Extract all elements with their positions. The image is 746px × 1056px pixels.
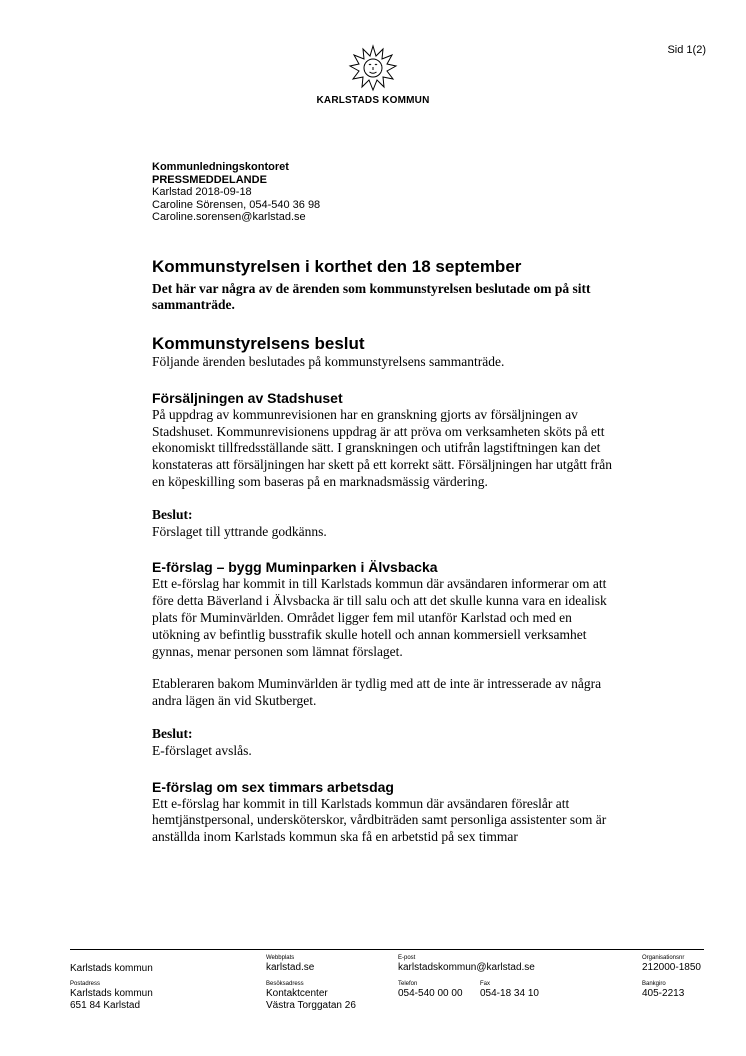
footer-bankgiro: 405-2213 [642, 988, 685, 999]
footer-postal-line-2: 651 84 Karlstad [70, 1000, 141, 1011]
decision-label: Beslut: [152, 725, 193, 741]
footer-email: karlstadskommun@karlstad.se [398, 962, 535, 973]
footer-phone: 054-540 00 00 [398, 988, 463, 999]
footer-fax: 054-18 34 10 [480, 988, 539, 999]
page-number: Sid 1(2) [667, 44, 706, 56]
footer-divider [70, 949, 704, 950]
footer-org-number-label: Organisationsnr [642, 955, 685, 961]
footer-web: karlstad.se [266, 962, 315, 973]
contact-email: Caroline.sorensen@karlstad.se [152, 211, 306, 223]
item-heading: Försäljningen av Stadshuset [152, 389, 343, 406]
municipality-logo [0, 44, 746, 106]
footer-email-label: E-post [398, 955, 416, 961]
date-line: Karlstad 2018-09-18 [152, 186, 252, 198]
page-title: Kommunstyrelsen i korthet den 18 september [152, 257, 522, 276]
lead-paragraph: Det här var några av de ärenden som kommunstyrelsen beslutade om på sitt sammanträde. [152, 281, 591, 312]
item-heading: E-förslag om sex timmars arbetsdag [152, 778, 394, 795]
footer-visit-label: Besöksadress [266, 981, 304, 987]
section-intro: Följande ärenden beslutades på kommunstyrelsens sammanträde. [152, 354, 505, 369]
item-paragraph: Etableraren bakom Muminvärlden är tydlig med att de inte är intresserade av några andra lägen än vid Skutberget. [152, 676, 602, 709]
decision-text: E-förslaget avslås. [152, 742, 252, 758]
footer-visit-line-1: Kontaktcenter [266, 988, 328, 999]
main-content [152, 255, 622, 846]
contact-line: Caroline Sörensen, 054-540 36 98 [152, 198, 321, 211]
section-heading: Kommunstyrelsens beslut [152, 334, 365, 353]
footer-phone-label: Telefon [398, 981, 418, 987]
item-heading: E-förslag – bygg Muminparken i Älvsbacka [152, 559, 438, 576]
footer-fax-label: Fax [480, 981, 491, 987]
office-name: Kommunledningskontoret [152, 161, 289, 173]
logo-wordmark: KARLSTADS KOMMUN [316, 95, 430, 106]
footer-web-label: Webbplats [266, 955, 295, 961]
footer-postal-line-1: Karlstads kommun [70, 988, 153, 999]
footer-bankgiro-label: Bankgiro [642, 981, 666, 987]
decision-label: Beslut: [152, 506, 193, 522]
item-paragraph: På uppdrag av kommunrevisionen har en granskning gjorts av försäljningen av Stadshuset. Kommunrevisionens uppdrag är att pröva om verksamheten sköts på ett ekonomiskt tillfredsställande sätt. I granskningen och utifrån lagstiftningen kan det konstateras att försäljningen har skett på ett korrekt sätt. Försäljningen har utgått från en köpeskilling som baseras på en marknadsmässig värdering. [152, 406, 612, 489]
footer-postal-label: Postadress [70, 981, 101, 987]
footer-org-name: Karlstads kommun [70, 963, 153, 974]
footer-visit-line-2: Västra Torggatan 26 [266, 1000, 356, 1011]
sun-logo-icon [348, 44, 398, 92]
footer-org-number: 212000-1850 [642, 962, 701, 973]
item-paragraph: Ett e-förslag har kommit in till Karlstads kommun där avsändaren informerar om att före detta Bäverland i Älvsbacka är till salu och att det skulle kunna vara en idealisk plats för Muminvärlden. Området ligger fem mil utanför Karlstad och med en utökning av befintlig busstrafik skulle hotell och annan kommersiell verksamhet gynnas, menar personen som lämnat förslaget. [152, 576, 607, 659]
item-paragraph: Ett e-förslag har kommit in till Karlstads kommun där avsändaren föreslår att hemtjänstpersonal, undersköterskor, vårdbiträden samt personliga assistenter som är anställda inom Karlstads kommun ska få en arbetstid på sex timmar [152, 795, 607, 845]
document-type: PRESSMEDDELANDE [152, 173, 267, 186]
press-header [152, 161, 320, 224]
decision-text: Förslaget till yttrande godkänns. [152, 523, 327, 539]
